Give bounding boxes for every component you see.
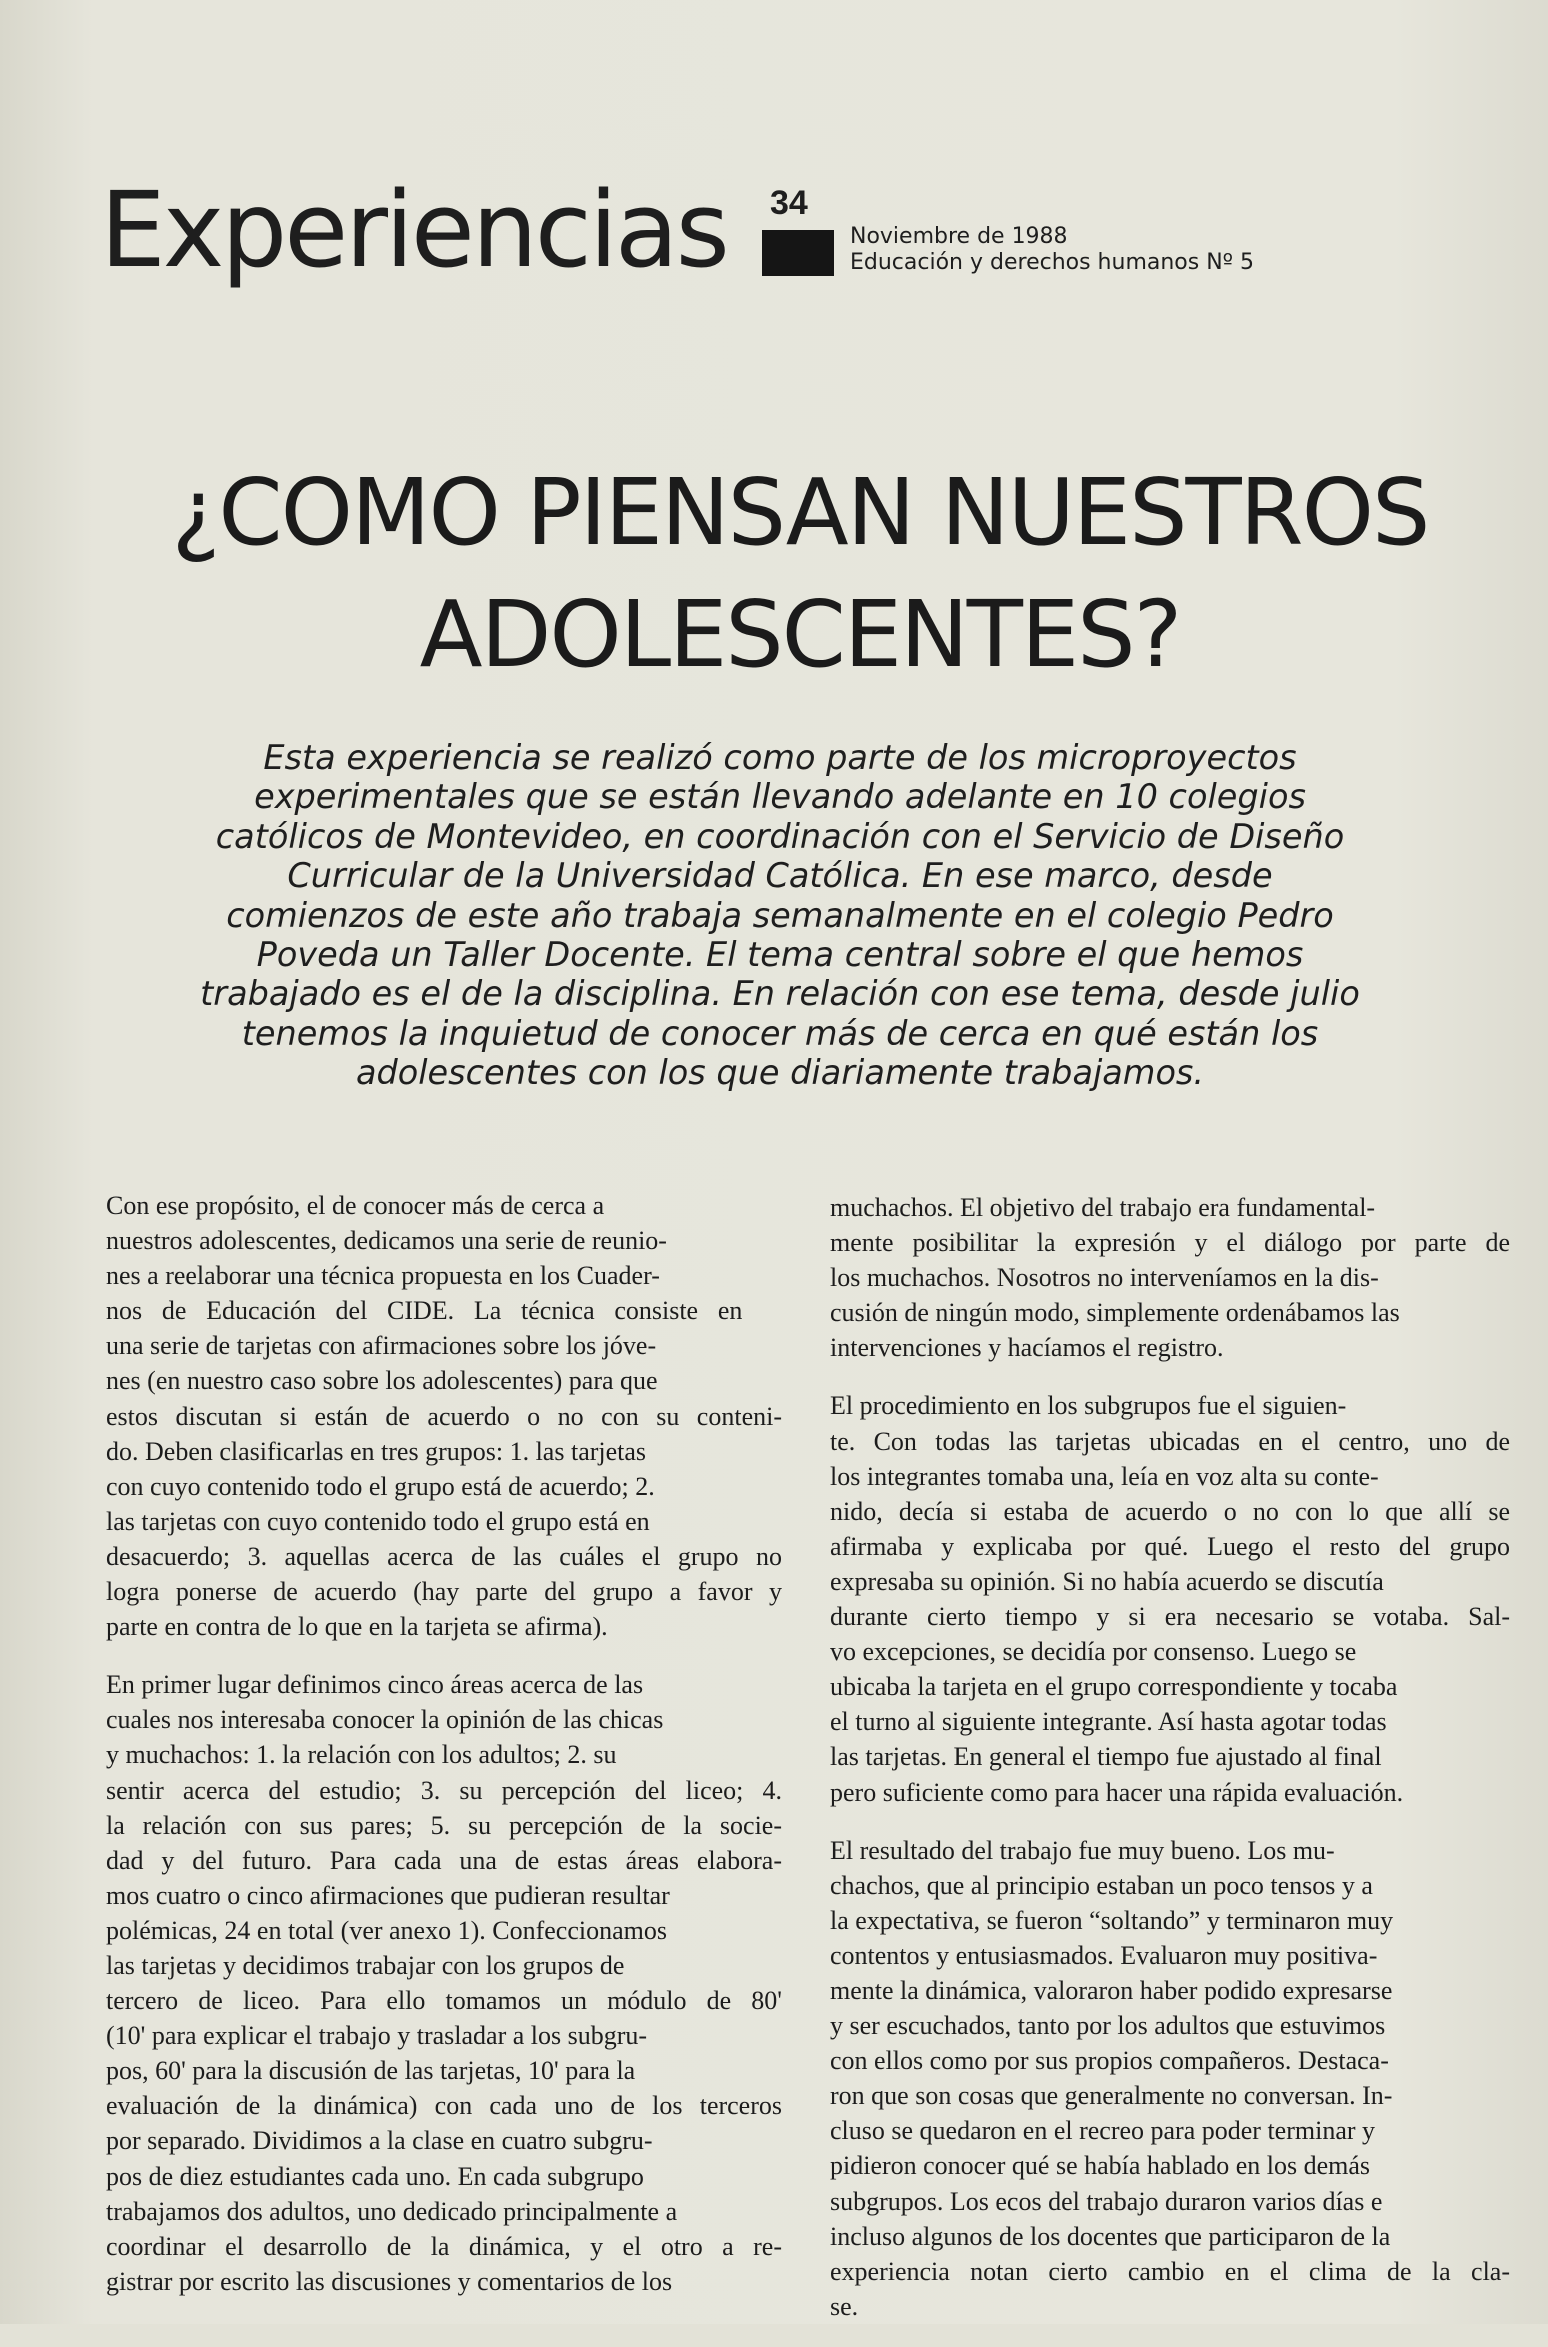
body-line: ubicaba la tarjeta en el grupo correspondiente y tocaba bbox=[830, 1672, 1398, 1702]
body-line: Con ese propósito, el de conocer más de cerca a bbox=[106, 1191, 605, 1220]
body-line: trabajamos dos adultos, uno dedicado principalmente a bbox=[106, 2196, 678, 2226]
body-line: cusión de ningún modo, simplemente ordenábamos las bbox=[830, 1298, 1400, 1328]
body-line: experiencia notan cierto cambio en el clima de la cla- bbox=[830, 2256, 1510, 2286]
body-line: tercero de liceo. Para ello tomamos un módulo de 80' bbox=[106, 1986, 782, 2016]
body-line: incluso algunos de los docentes que participaron de la bbox=[830, 2221, 1391, 2251]
body-paragraph bbox=[830, 1833, 1510, 2324]
body-line: te. Con todas las tarjetas ubicadas en el centro, uno de bbox=[830, 1426, 1510, 1456]
body-column-left bbox=[106, 1188, 782, 2322]
body-line: sentir acerca del estudio; 3. su percepción del liceo; 4. bbox=[106, 1775, 782, 1805]
body-line: estos discutan si están de acuerdo o no con su conteni- bbox=[106, 1401, 782, 1431]
body-line: parte en contra de lo que en la tarjeta se afirma). bbox=[106, 1612, 608, 1642]
body-line: nido, decía si estaba de acuerdo o no con lo que allí se bbox=[830, 1496, 1510, 1526]
article-intro bbox=[140, 738, 1420, 1093]
body-line: subgrupos. Los ecos del trabajo duraron varios días e bbox=[830, 2186, 1383, 2216]
body-line: cluso se quedaron en el recreo para poder terminar y bbox=[830, 2116, 1376, 2146]
body-line: nuestros adolescentes, dedicamos una serie de reunio- bbox=[106, 1226, 667, 1256]
body-line: do. Deben clasificarlas en tres grupos: 1. las tarjetas bbox=[106, 1436, 647, 1466]
body-line: pero suficiente como para hacer una rápida evaluación. bbox=[830, 1777, 1404, 1807]
body-line: se. bbox=[830, 2291, 859, 2321]
body-line: la relación con sus pares; 5. su percepción de la socie- bbox=[106, 1810, 782, 1840]
body-line: cuales nos interesaba conocer la opinión de las chicas bbox=[106, 1705, 664, 1735]
body-line: ron que son cosas que generalmente no conversan. In- bbox=[830, 2081, 1393, 2111]
body-line: pos de diez estudiantes cada uno. En cada subgrupo bbox=[106, 2161, 644, 2191]
body-line: dad y del futuro. Para cada una de estas áreas elabora- bbox=[106, 1845, 782, 1875]
body-line: mente la dinámica, valoraron haber podido expresarse bbox=[830, 1975, 1393, 2005]
body-paragraph bbox=[830, 1190, 1510, 1365]
article-title bbox=[100, 452, 1500, 696]
body-line: mente posibilitar la expresión y el diálogo por parte de bbox=[830, 1228, 1510, 1258]
body-line: por separado. Dividimos a la clase en cuatro subgru- bbox=[106, 2126, 653, 2156]
article-title-line: ¿COMO PIENSAN NUESTROS bbox=[171, 459, 1429, 566]
body-line: desacuerdo; 3. aquellas acerca de las cuáles el grupo no bbox=[106, 1541, 782, 1571]
body-line: las tarjetas con cuyo contenido todo el grupo está en bbox=[106, 1506, 650, 1536]
body-line: vo excepciones, se decidía por consenso. Luego se bbox=[830, 1637, 1357, 1667]
body-line: polémicas, 24 en total (ver anexo 1). Confeccionamos bbox=[106, 1915, 667, 1945]
body-line: intervenciones y hacíamos el registro. bbox=[830, 1333, 1224, 1363]
section-title: Experiencias bbox=[100, 169, 727, 291]
body-line: la expectativa, se fueron “soltando” y terminaron muy bbox=[830, 1905, 1394, 1935]
body-line: los muchachos. Nosotros no interveníamos en la dis- bbox=[830, 1263, 1379, 1293]
body-line: nos de Educación del CIDE. La técnica consiste en bbox=[106, 1296, 743, 1326]
body-line: las tarjetas y decidimos trabajar con los grupos de bbox=[106, 1950, 625, 1980]
body-line: y ser escuchados, tanto por los adultos que estuvimos bbox=[830, 2011, 1386, 2041]
body-line: nes a reelaborar una técnica propuesta en los Cuader- bbox=[106, 1261, 660, 1291]
body-line: con ellos como por sus propios compañeros. Destaca- bbox=[830, 2046, 1389, 2076]
body-line: los integrantes tomaba una, leía en voz alta su conte- bbox=[830, 1461, 1379, 1491]
body-line: logra ponerse de acuerdo (hay parte del grupo a favor y bbox=[106, 1577, 782, 1607]
body-line: contentos y entusiasmados. Evaluaron muy positiva- bbox=[830, 1940, 1378, 1970]
body-paragraph bbox=[106, 1188, 782, 1644]
issue-info bbox=[850, 224, 1254, 276]
body-line: expresaba su opinión. Si no había acuerdo se discutía bbox=[830, 1566, 1384, 1596]
intro-line: comienzos de este año trabaja semanalmente en el colegio Pedro bbox=[226, 895, 1334, 935]
body-column-right bbox=[830, 1190, 1510, 2347]
intro-line: católicos de Montevideo, en coordinación con el Servicio de Diseño bbox=[215, 816, 1345, 856]
body-line: gistrar por escrito las discusiones y comentarios de los bbox=[106, 2266, 673, 2296]
body-line: evaluación de la dinámica) con cada uno de los terceros bbox=[106, 2091, 782, 2121]
intro-line: tenemos la inquietud de conocer más de cerca en qué están los bbox=[241, 1013, 1319, 1053]
page-number: 34 bbox=[770, 184, 808, 222]
intro-line: trabajado es el de la disciplina. En relación con ese tema, desde julio bbox=[200, 974, 1360, 1014]
body-line: chachos, que al principio estaban un poco tensos y a bbox=[830, 1870, 1373, 1900]
intro-line: Esta experiencia se realizó como parte de los microproyectos bbox=[263, 738, 1297, 777]
body-line: nes (en nuestro caso sobre los adolescentes) para que bbox=[106, 1366, 658, 1396]
body-line: y muchachos: 1. la relación con los adultos; 2. su bbox=[106, 1740, 617, 1770]
body-line: muchachos. El objetivo del trabajo era fundamental- bbox=[830, 1193, 1376, 1222]
body-line: (10' para explicar el trabajo y trasladar a los subgru- bbox=[106, 2021, 648, 2051]
body-line: el turno al siguiente integrante. Así hasta agotar todas bbox=[830, 1707, 1387, 1737]
body-line: una serie de tarjetas con afirmaciones sobre los jóve- bbox=[106, 1331, 657, 1361]
issue-publication: Educación y derechos humanos Nº 5 bbox=[850, 250, 1255, 275]
body-line: El procedimiento en los subgrupos fue el siguien- bbox=[830, 1391, 1347, 1421]
body-line: las tarjetas. En general el tiempo fue ajustado al final bbox=[830, 1742, 1382, 1772]
article-title-line: ADOLESCENTES? bbox=[419, 581, 1181, 688]
intro-line: Poveda un Taller Docente. El tema central sobre el que hemos bbox=[256, 935, 1304, 975]
body-line: coordinar el desarrollo de la dinámica, y el otro a re- bbox=[106, 2231, 782, 2261]
body-line: En primer lugar definimos cinco áreas acerca de las bbox=[106, 1670, 644, 1700]
body-line: con cuyo contenido todo el grupo está de acuerdo; 2. bbox=[106, 1471, 655, 1501]
body-line: pidieron conocer qué se había hablado en los demás bbox=[830, 2151, 1371, 2181]
body-paragraph bbox=[830, 1388, 1510, 1809]
page-marker-block bbox=[762, 230, 834, 276]
body-line: durante cierto tiempo y si era necesario se votaba. Sal- bbox=[830, 1602, 1510, 1632]
body-paragraph bbox=[106, 1667, 782, 2299]
intro-line: adolescentes con los que diariamente trabajamos. bbox=[355, 1053, 1205, 1093]
intro-line: Curricular de la Universidad Católica. En ese marco, desde bbox=[287, 856, 1273, 896]
body-line: pos, 60' para la discusión de las tarjetas, 10' para la bbox=[106, 2056, 636, 2086]
body-line: afirmaba y explicaba por qué. Luego el resto del grupo bbox=[830, 1531, 1510, 1561]
body-line: mos cuatro o cinco afirmaciones que pudieran resultar bbox=[106, 1880, 670, 1910]
intro-line: experimentales que se están llevando adelante en 10 colegios bbox=[254, 777, 1306, 817]
body-line: El resultado del trabajo fue muy bueno. Los mu- bbox=[830, 1835, 1335, 1865]
issue-date: Noviembre de 1988 bbox=[850, 224, 1068, 249]
